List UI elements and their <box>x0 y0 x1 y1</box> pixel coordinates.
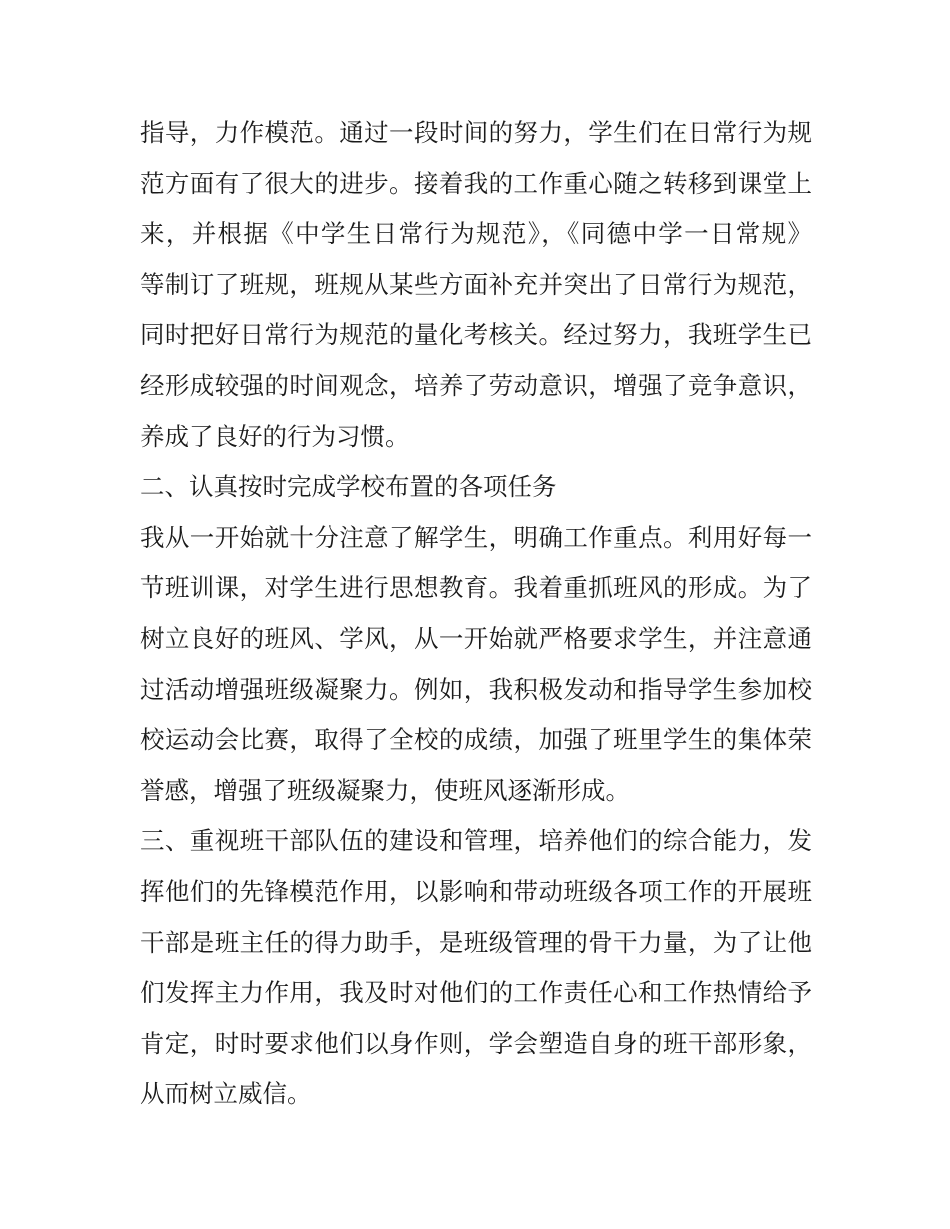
paragraph-line-end: 从而树立威信。 <box>140 1079 312 1109</box>
paragraph-line: 树立良好的班风、学风，从一开始就严格要求学生，并注意通 <box>140 623 812 653</box>
paragraph-line: 过活动增强班级凝聚力。例如，我积极发动和指导学生参加校 <box>140 674 812 704</box>
paragraph-line: 我从一开始就十分注意了解学生，明确工作重点。利用好每一 <box>140 522 812 552</box>
paragraph-line: 节班训课，对学生进行思想教育。我着重抓班风的形成。为了 <box>140 573 812 603</box>
paragraph-line: 肯定，时时要求他们以身作则，学会塑造自身的班干部形象， <box>140 1028 812 1058</box>
paragraph-line: 干部是班主任的得力助手，是班级管理的骨干力量，为了让他 <box>140 927 812 957</box>
paragraph-line-end: 养成了良好的行为习惯。 <box>140 421 410 451</box>
section-heading-paragraph: 三、重视班干部队伍的建设和管理，培养他们的综合能力，发 <box>140 826 812 856</box>
paragraph-line: 挥他们的先锋模范作用，以影响和带动班级各项工作的开展班 <box>140 876 812 906</box>
paragraph-line: 来，并根据《中学生日常行为规范》，《同德中学一日常规》 <box>140 219 812 249</box>
document-body <box>140 108 812 1120</box>
paragraph-line: 经形成较强的时间观念，培养了劳动意识，增强了竞争意识， <box>140 370 812 400</box>
paragraph-line: 范方面有了很大的进步。接着我的工作重心随之转移到课堂上 <box>140 168 812 198</box>
paragraph-line: 等制订了班规，班规从某些方面补充并突出了日常行为规范， <box>140 269 812 299</box>
section-heading: 二、认真按时完成学校布置的各项任务 <box>140 472 557 502</box>
paragraph-line: 们发挥主力作用，我及时对他们的工作责任心和工作热情给予 <box>140 978 812 1008</box>
paragraph-line: 同时把好日常行为规范的量化考核关。经过努力，我班学生已 <box>140 320 812 350</box>
paragraph-line: 指导，力作模范。通过一段时间的努力，学生们在日常行为规 <box>140 118 812 147</box>
paragraph-line-end: 誉感，增强了班级凝聚力，使班风逐渐形成。 <box>140 775 630 805</box>
paragraph-line: 校运动会比赛，取得了全校的成绩，加强了班里学生的集体荣 <box>140 725 812 755</box>
